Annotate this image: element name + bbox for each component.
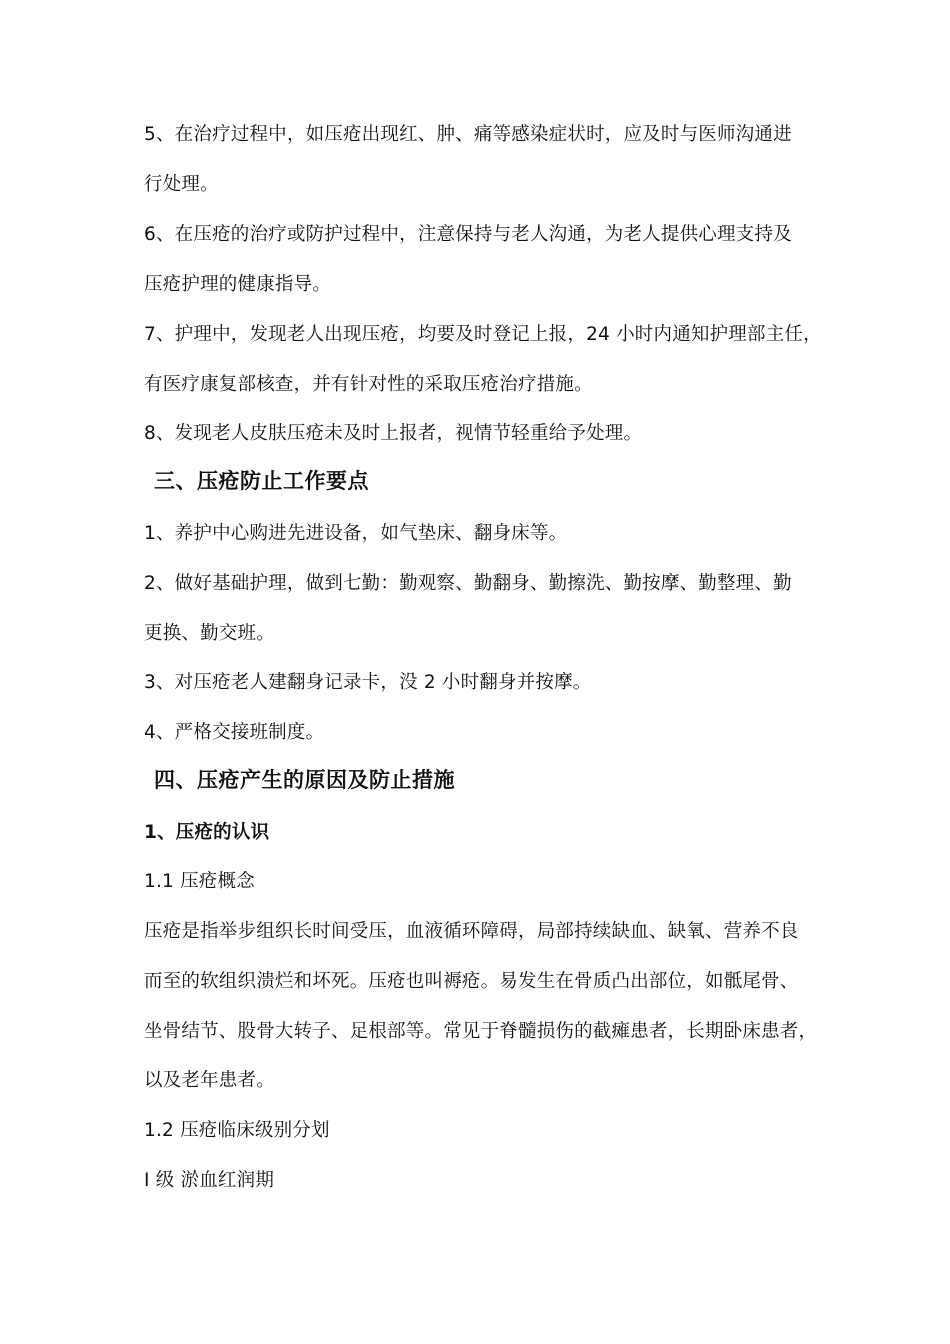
- paragraph-7-line-2: 有医疗康复部核查，并有针对性的采取压疮治疗措施。: [144, 374, 593, 395]
- paragraph-5-line-1: 5、在治疗过程中，如压疮出现红、肿、痛等感染症状时，应及时与医师沟通进: [144, 124, 792, 145]
- list-item-4: 4、严格交接班制度。: [144, 722, 325, 743]
- paragraph-6-line-2: 压疮护理的健康指导。: [144, 274, 332, 295]
- section-heading-4: 四、压疮产生的原因及防止措施: [154, 768, 455, 792]
- section-heading-3: 三、压疮防止工作要点: [154, 469, 369, 493]
- subsection-1-1: 1.1 压疮概念: [144, 871, 255, 892]
- paragraph-7-line-1: 7、护理中，发现老人出现压疮，均要及时登记上报，24 小时内通知护理部主任，: [144, 324, 822, 345]
- body-paragraph-line-2: 而至的软组织溃烂和坏死。压疮也叫褥疮。易发生在骨质凸出部位，如骶尾骨、: [144, 971, 799, 992]
- list-item-2-line-1: 2、做好基础护理，做到七勤：勤观察、勤翻身、勤擦洗、勤按摩、勤整理、勤: [144, 573, 792, 594]
- list-item-2-line-2: 更换、勤交班。: [144, 623, 275, 644]
- subsection-heading-1: 1、压疮的认识: [144, 822, 270, 843]
- grade-1-label: I 级 淤血红润期: [144, 1170, 275, 1191]
- list-item-3: 3、对压疮老人建翻身记录卡，没 2 小时翻身并按摩。: [144, 672, 592, 693]
- body-paragraph-line-3: 坐骨结节、股骨大转子、足根部等。常见于脊髓损伤的截瘫患者，长期卧床患者，: [144, 1021, 818, 1042]
- paragraph-6-line-1: 6、在压疮的治疗或防护过程中，注意保持与老人沟通，为老人提供心理支持及: [144, 224, 792, 245]
- list-item-1: 1、养护中心购进先进设备，如气垫床、翻身床等。: [144, 523, 568, 544]
- paragraph-5-line-2: 行处理。: [144, 174, 219, 195]
- body-paragraph-line-1: 压疮是指举步组织长时间受压，血液循环障碍，局部持续缺血、缺氧、营养不良: [144, 921, 799, 942]
- subsection-1-2: 1.2 压疮临床级别分划: [144, 1120, 330, 1141]
- body-paragraph-line-4: 以及老年患者。: [144, 1070, 275, 1091]
- paragraph-8: 8、发现老人皮肤压疮未及时上报者，视情节轻重给予处理。: [144, 423, 643, 444]
